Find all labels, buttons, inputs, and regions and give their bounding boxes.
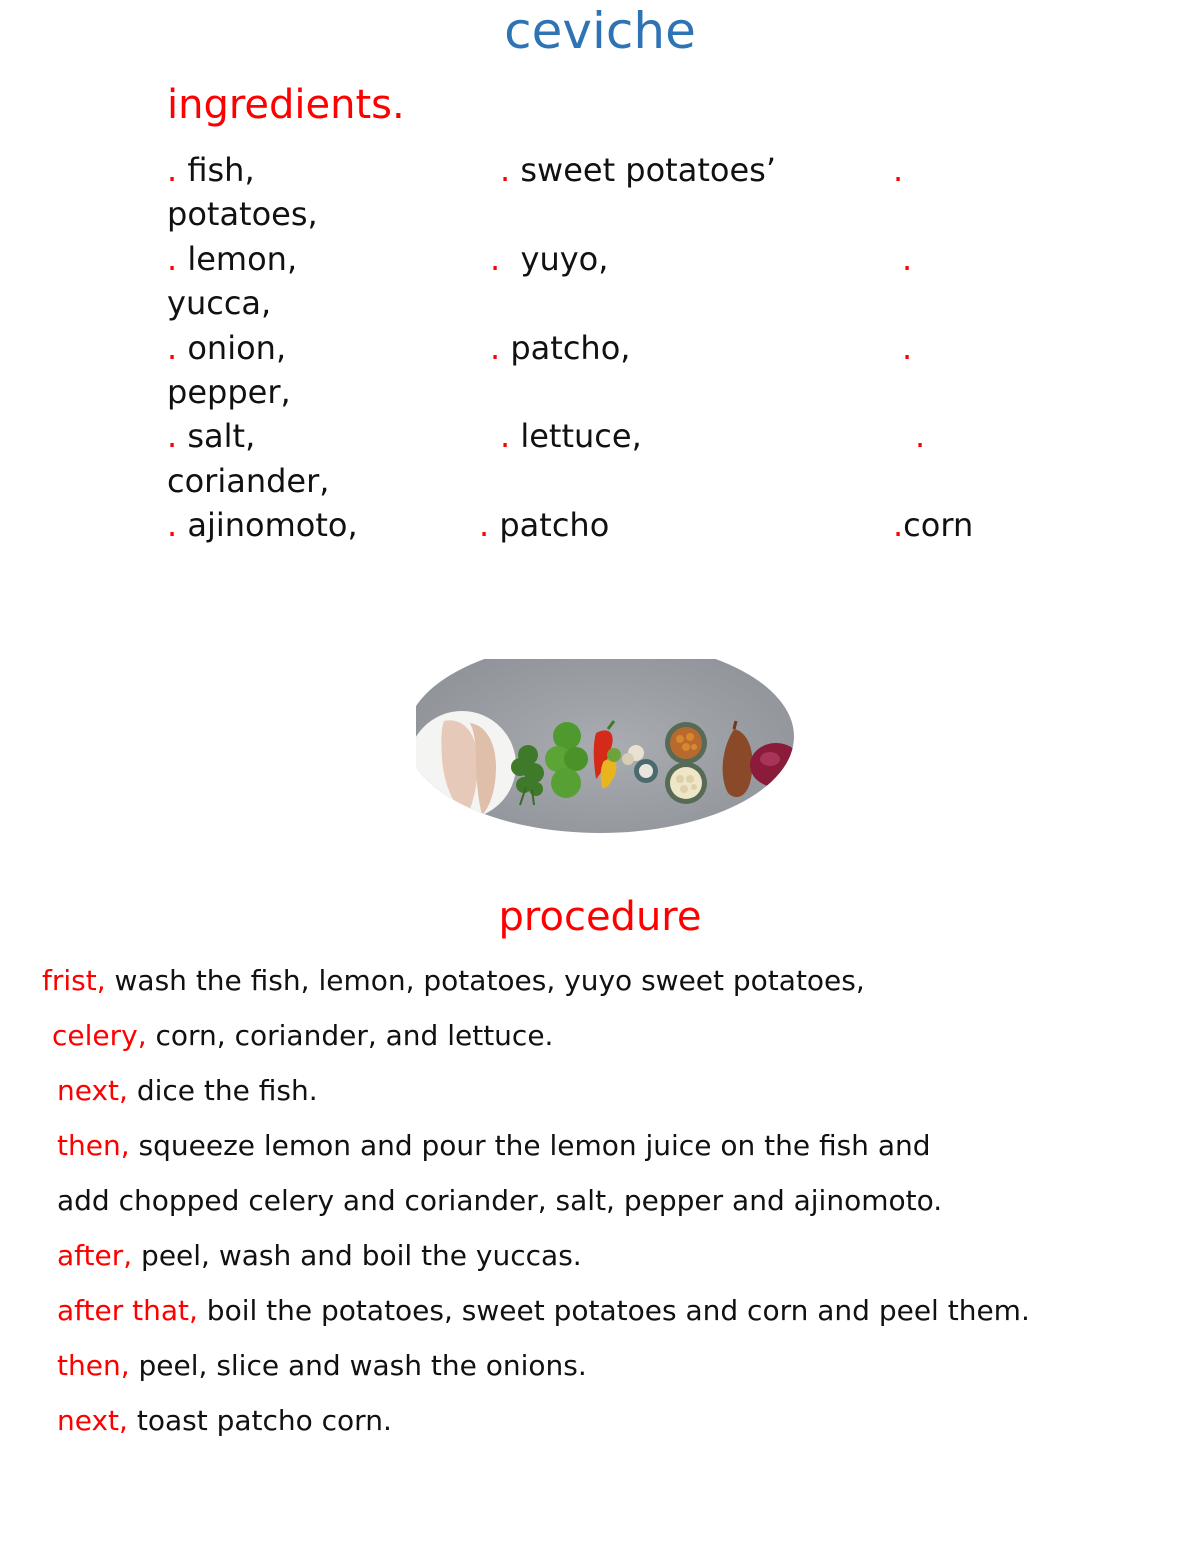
ingredient-item: [479, 503, 609, 547]
ingredient-wrap: pepper,: [167, 373, 291, 411]
ingredient-label: corn: [903, 506, 974, 544]
ingredient-item: [500, 414, 642, 458]
procedure-step: [57, 1236, 582, 1276]
ingredient-item: [167, 414, 255, 458]
ingredient-wrap: potatoes,: [167, 195, 318, 233]
bullet: .: [893, 506, 904, 544]
procedure-step: [42, 961, 865, 1001]
ingredient-label: lemon,: [177, 240, 298, 278]
step-text: peel, slice and wash the onions.: [129, 1349, 587, 1382]
bullet: .: [490, 240, 501, 278]
procedure-step: [57, 1181, 942, 1221]
procedure-step: [57, 1126, 931, 1166]
step-text: boil the potatoes, sweet potatoes and corn and peel them.: [197, 1294, 1030, 1327]
ingredients-photo-icon: [416, 659, 794, 833]
ingredient-wrap: coriander,: [167, 462, 330, 500]
step-keyword: after,: [57, 1239, 133, 1272]
bullet: .: [167, 240, 178, 278]
ingredient-item: [893, 148, 903, 192]
step-text: toast patcho corn.: [127, 1404, 392, 1437]
bullet: .: [500, 151, 511, 189]
ingredient-label: patcho,: [500, 329, 631, 367]
bullet: .: [500, 417, 511, 455]
ingredient-label: fish,: [177, 151, 255, 189]
procedure-step: [57, 1071, 318, 1111]
bullet: .: [915, 417, 926, 455]
step-keyword: celery,: [52, 1019, 147, 1052]
ingredient-item: [167, 237, 297, 281]
ingredient-item: [490, 326, 630, 370]
ingredient-item: [490, 237, 608, 281]
bullet: .: [479, 506, 490, 544]
step-keyword: frist,: [42, 964, 106, 997]
ingredients-heading: ingredients.: [167, 82, 405, 128]
ingredient-label: yuyo,: [500, 240, 609, 278]
bullet: .: [902, 240, 913, 278]
bullet: .: [490, 329, 501, 367]
bullet: .: [167, 151, 178, 189]
bullet: .: [893, 151, 904, 189]
step-text: add chopped celery and coriander, salt, pepper and ajinomoto.: [57, 1184, 943, 1217]
procedure-heading: procedure: [498, 894, 702, 940]
procedure-step: [57, 1291, 1030, 1331]
ingredient-item: [500, 148, 776, 192]
bullet: .: [167, 506, 178, 544]
ingredient-item: [167, 148, 255, 192]
ingredient-item: [893, 503, 973, 547]
ingredient-item: [167, 326, 286, 370]
bullet: .: [167, 329, 178, 367]
ingredient-wrap: yucca,: [167, 284, 272, 322]
step-keyword: next,: [57, 1404, 128, 1437]
procedure-step: [57, 1401, 392, 1441]
procedure-step: [52, 1016, 553, 1056]
ingredient-label: salt,: [177, 417, 256, 455]
ingredient-item: [167, 503, 358, 547]
step-text: wash the fish, lemon, potatoes, yuyo sweet potatoes,: [105, 964, 865, 997]
step-keyword: then,: [57, 1129, 130, 1162]
step-text: corn, coriander, and lettuce.: [146, 1019, 554, 1052]
ingredient-item: [915, 414, 925, 458]
ingredient-label: onion,: [177, 329, 287, 367]
ingredient-item: [902, 237, 912, 281]
bullet: .: [167, 417, 178, 455]
ingredient-item: [902, 326, 912, 370]
step-text: squeeze lemon and pour the lemon juice on the fish and: [129, 1129, 931, 1162]
step-text: peel, wash and boil the yuccas.: [132, 1239, 582, 1272]
ingredients-photo: [406, 640, 794, 833]
ingredient-label: patcho: [489, 506, 610, 544]
procedure-step: [57, 1346, 587, 1386]
ingredient-label: lettuce,: [510, 417, 642, 455]
step-keyword: after that,: [57, 1294, 198, 1327]
step-keyword: then,: [57, 1349, 130, 1382]
page-title: ceviche: [504, 2, 696, 60]
step-text: dice the fish.: [127, 1074, 318, 1107]
ingredient-label: ajinomoto,: [177, 506, 358, 544]
ingredient-label: sweet potatoes’: [510, 151, 776, 189]
step-keyword: next,: [57, 1074, 128, 1107]
bullet: .: [902, 329, 913, 367]
